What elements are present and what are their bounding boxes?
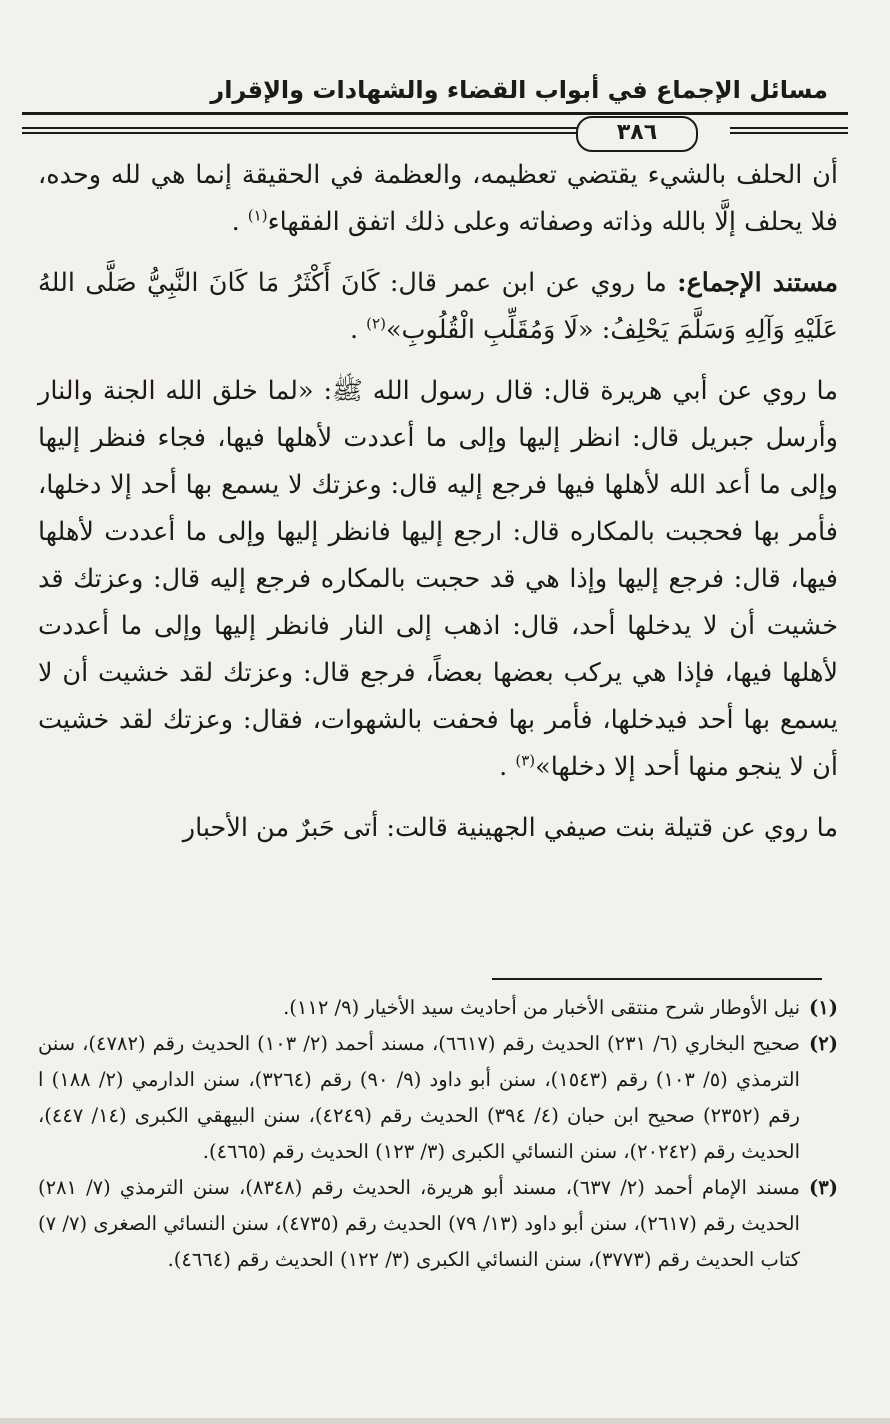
paragraph-4: [38, 805, 838, 852]
paragraph-2-text: ما روي عن ابن عمر قال: كَانَ أَكْثَرُ مَا كَانَ النَّبِيُّ صَلَّى اللهُ عَلَيْهِ وَآلِهِ وَسَلَّمَ يَحْلِفُ: «لَا وَمُقَلِّبِ الْقُلُوبِ»: [38, 268, 838, 345]
footnote-ref-3: (٣): [515, 751, 536, 770]
paragraph-1-end: .: [231, 207, 240, 237]
paragraph-3-text: ما روي عن أبي هريرة قال: قال رسول الله ﷺ: «لما خلق الله الجنة والنار وأرسل جبريل قال: انظر إليها وإلى ما أعددت لأهلها فيها، فجاء فنظر إليها وإلى ما أعد الله لأهلها فيها فرجع إليه قال: وعزتك لا يسمع بها أحد إلا دخلها، فأمر بها فحجبت بالمكاره قال: ارجع إليها فانظر إليها وإلى ما أعددت لأهلها فيها، قال: فرجع إليها وإذا هي قد حجبت بالمكاره فرجع إليه قال: وعزتك قد خشيت أن لا يدخلها أحد، قال: اذهب إلى النار فانظر إليها وإلى ما أعددت لأهلها فيها، فإذا هي يركب بعضها بعضاً، فرجع قال: وعزتك لقد خشيت أن لا يسمع بها أحد فيدخلها، فأمر بها فحفت بالشهوات، فقال: وعزتك لقد خشيت أن لا ينجو منها أحد إلا دخلها»: [38, 376, 838, 782]
double-rule-left: [22, 127, 582, 129]
footnote-separator: [492, 978, 822, 980]
paragraph-1-text: أن الحلف بالشيء يقتضي تعظيمه، والعظمة في الحقيقة إنما هي لله وحده، فلا يحلف إلَّا بالله وذاته وصفاته وعلى ذلك اتفق الفقهاء: [38, 160, 838, 237]
page-number: ٣٨٦: [576, 116, 698, 152]
paragraph-4-text: ما روي عن قتيلة بنت صيفي الجهينية قالت: أتى حَبرٌ من الأحبار: [182, 813, 838, 843]
footnote-2: [38, 1026, 838, 1170]
footnote-number: (١): [809, 996, 838, 1019]
paragraph-2: [38, 260, 838, 354]
footnote-number: (٢): [809, 1032, 838, 1055]
running-header-title: مسائل الإجماع في أبواب القضاء والشهادات والإقرار: [210, 76, 828, 104]
paragraph-1: [38, 152, 838, 246]
page-number-rule: [22, 124, 848, 140]
paragraph-3: [38, 368, 838, 791]
main-text: [38, 152, 838, 866]
paragraph-3-end: .: [499, 752, 508, 782]
footnote-text: مسند الإمام أحمد (٢/ ٦٣٧)، مسند أبو هريرة، الحديث رقم (٨٣٤٨)، سنن الترمذي (٧/ ٢٨١) الحديث رقم (٢٦١٧)، سنن أبو داود (١٣/ ٧٩) الحديث رقم (٤٧٣٥)، سنن النسائي الصغرى (٧/ ٧) كتاب الحديث رقم (٣٧٧٣)، سنن النسائي الكبرى (٣/ ١٢٢) الحديث رقم (٤٦٦٤).: [38, 1176, 800, 1271]
footnotes: [38, 990, 838, 1278]
double-rule-right: [730, 127, 848, 129]
footnote-number: (٣): [809, 1176, 838, 1199]
header-rule: [22, 112, 848, 115]
paragraph-2-end: .: [349, 315, 359, 345]
footnote-ref-1: (١): [247, 206, 268, 225]
footnote-ref-2: (٢): [366, 314, 386, 333]
footnote-text: نيل الأوطار شرح منتقى الأخبار من أحاديث سيد الأخيار (٩/ ١١٢).: [283, 996, 800, 1019]
footnote-1: [38, 990, 838, 1026]
footnote-3: [38, 1170, 838, 1278]
footnote-text: صحيح البخاري (٦/ ٢٣١) الحديث رقم (٦٦١٧)، مسند أحمد (٢/ ١٠٣) الحديث رقم (٤٧٨٢)، سنن الترمذي (٥/ ١٠٣) رقم (١٥٤٣)، سنن أبو داود (٩/ ٩٠) رقم (٣٢٦٤)، سنن الدارمي (٢/ ١٨٨) ا رقم (٢٣٥٢) صحيح ابن حبان (٤/ ٣٩٤) الحديث رقم (٤٢٤٩)، سنن البيهقي الكبرى (١٤/ ٤٤٧)، الحديث رقم (٢٠٢٤٢)، سنن النسائي الكبرى (٣/ ١٢٣) الحديث رقم (٤٦٦٥).: [38, 1032, 800, 1163]
paragraph-2-lead: مستند الإجماع:: [677, 268, 838, 298]
page-bottom-edge: [0, 1418, 890, 1424]
